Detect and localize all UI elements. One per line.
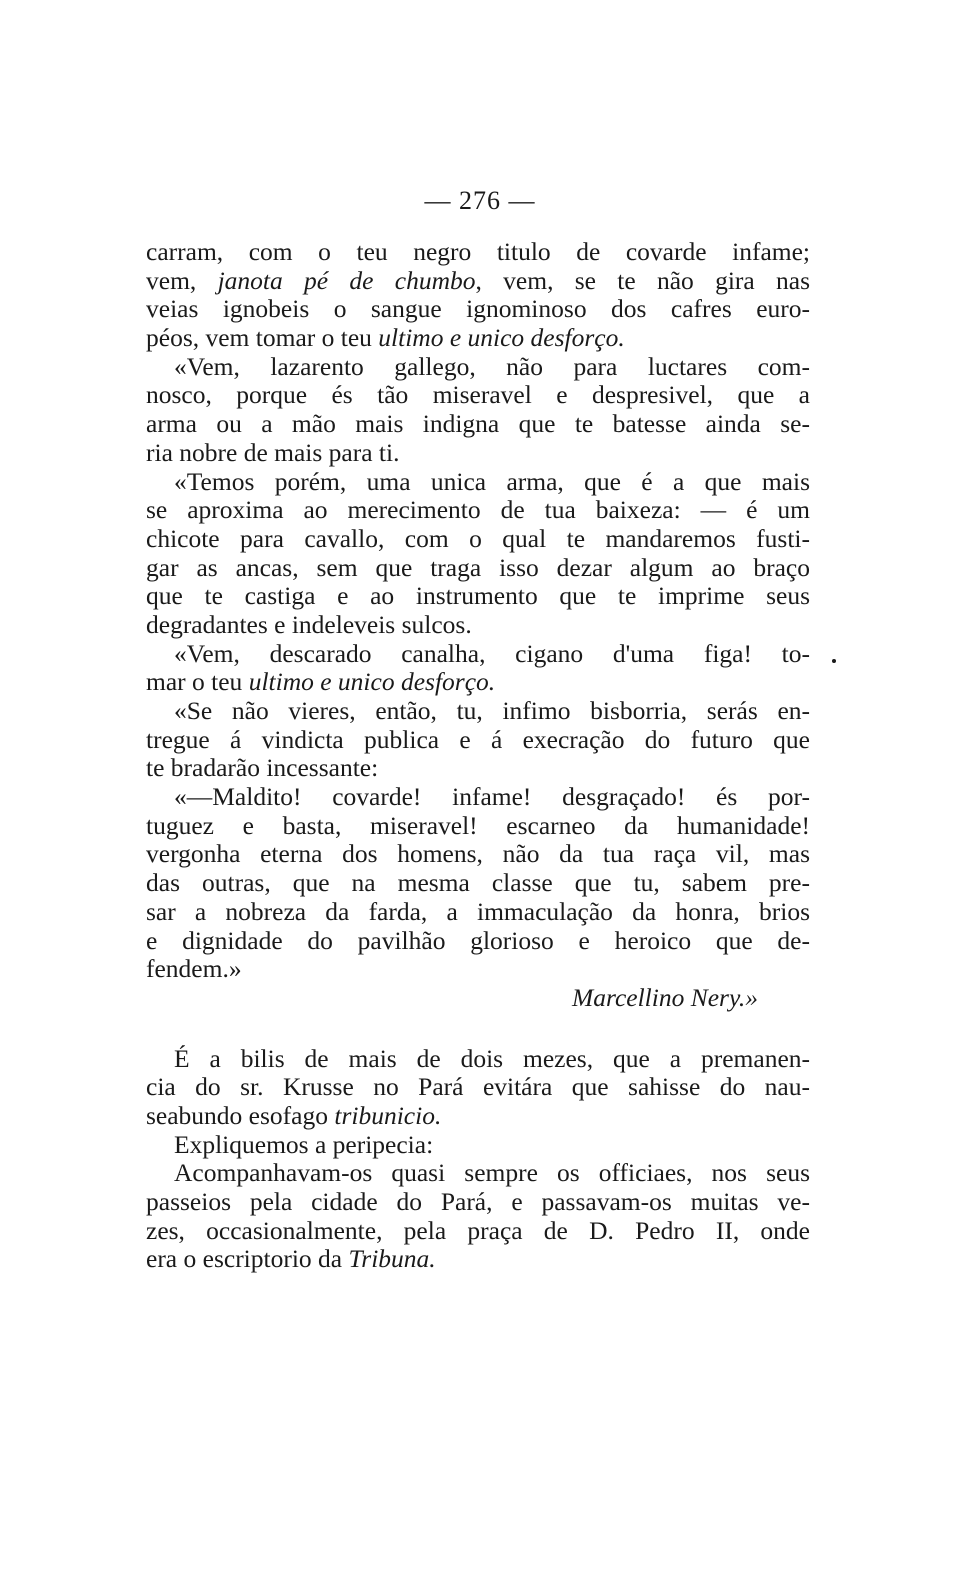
text-line: arma ou a mão mais indigna que te batesse ainda se- [146, 409, 810, 439]
text-line: nosco, porque és tão miseravel e despresivel, que a [146, 380, 810, 410]
text-line: tregue á vindicta publica e á execração do futuro que [146, 724, 810, 754]
letter-text [146, 238, 810, 984]
narrative-text [146, 1045, 810, 1275]
text-line: degradantes e indeleveis sulcos. [146, 609, 472, 639]
scan-speck [832, 659, 836, 663]
text-line: Expliquemos a peripecia: [174, 1129, 434, 1159]
text-line: passeios pela cidade do Pará, e passavam-os muitas ve- [146, 1187, 810, 1216]
text-line: «Temos porém, uma unica arma, que é a que mais [174, 466, 810, 496]
text-line: gar as ancas, sem que traga isso dezar algum ao braço [146, 552, 810, 582]
text-line: te bradarão incessante: [146, 753, 379, 783]
text-line: veias ignobeis o sangue ignominoso dos cafres euro- [146, 294, 810, 324]
page-number: — 276 — [424, 186, 536, 215]
text-line: chicote para cavallo, com o qual te mandaremos fusti- [146, 523, 810, 553]
text-line: fendem.» [146, 954, 242, 984]
text-line: das outras, que na mesma classe que tu, sabem pre- [146, 868, 810, 898]
text-line: sar a nobreza da farda, a immaculação da honra, brios [146, 896, 810, 926]
text-line: era o escriptorio da Tribuna. [146, 1244, 436, 1274]
text-line: tuguez e basta, miseravel! escarneo da humanidade! [146, 810, 810, 840]
text-line: «Vem, lazarento gallego, não para luctares com- [174, 351, 810, 381]
text-line: zes, occasionalmente, pela praça de D. Pedro II, onde [146, 1215, 810, 1245]
text-line: ria nobre de mais para ti. [146, 437, 400, 467]
text-line: «Se não vieres, então, tu, infimo bisborria, serás en- [174, 696, 810, 725]
text-line: vem, janota pé de chumbo, vem, se te não gira nas [146, 265, 810, 295]
text-line: péos, vem tomar o teu ultimo e unico desforço. [146, 323, 625, 353]
text-line: cia do sr. Krusse no Pará evitára que sahisse do nau- [146, 1072, 810, 1102]
page-body [146, 238, 810, 1274]
text-line: «Vem, descarado canalha, cigano d'uma figa! to- [174, 638, 810, 668]
text-line: carram, com o teu negro titulo de covarde infame; [146, 237, 810, 266]
text-line: É a bilis de mais de dois mezes, que a premanen- [174, 1043, 810, 1073]
signature: Marcellino Nery.» [571, 982, 758, 1012]
text-line: se aproxima ao merecimento de tua baixeza: — é um [146, 495, 810, 525]
text-line: seabundo esofago tribunicio. [146, 1100, 442, 1130]
text-line: vergonha eterna dos homens, não da tua raça vil, mas [146, 839, 810, 869]
text-line: «—Maldito! covarde! infame! desgraçado! és por- [174, 782, 810, 812]
text-line: mar o teu ultimo e unico desforço. [146, 667, 496, 697]
text-line: e dignidade do pavilhão glorioso e heroico que de- [146, 925, 810, 955]
paragraph-gap [146, 1013, 810, 1045]
text-line: Acompanhavam-os quasi sempre os officiaes, nos seus [174, 1158, 810, 1188]
text-line: que te castiga e ao instrumento que te imprime seus [146, 581, 810, 611]
